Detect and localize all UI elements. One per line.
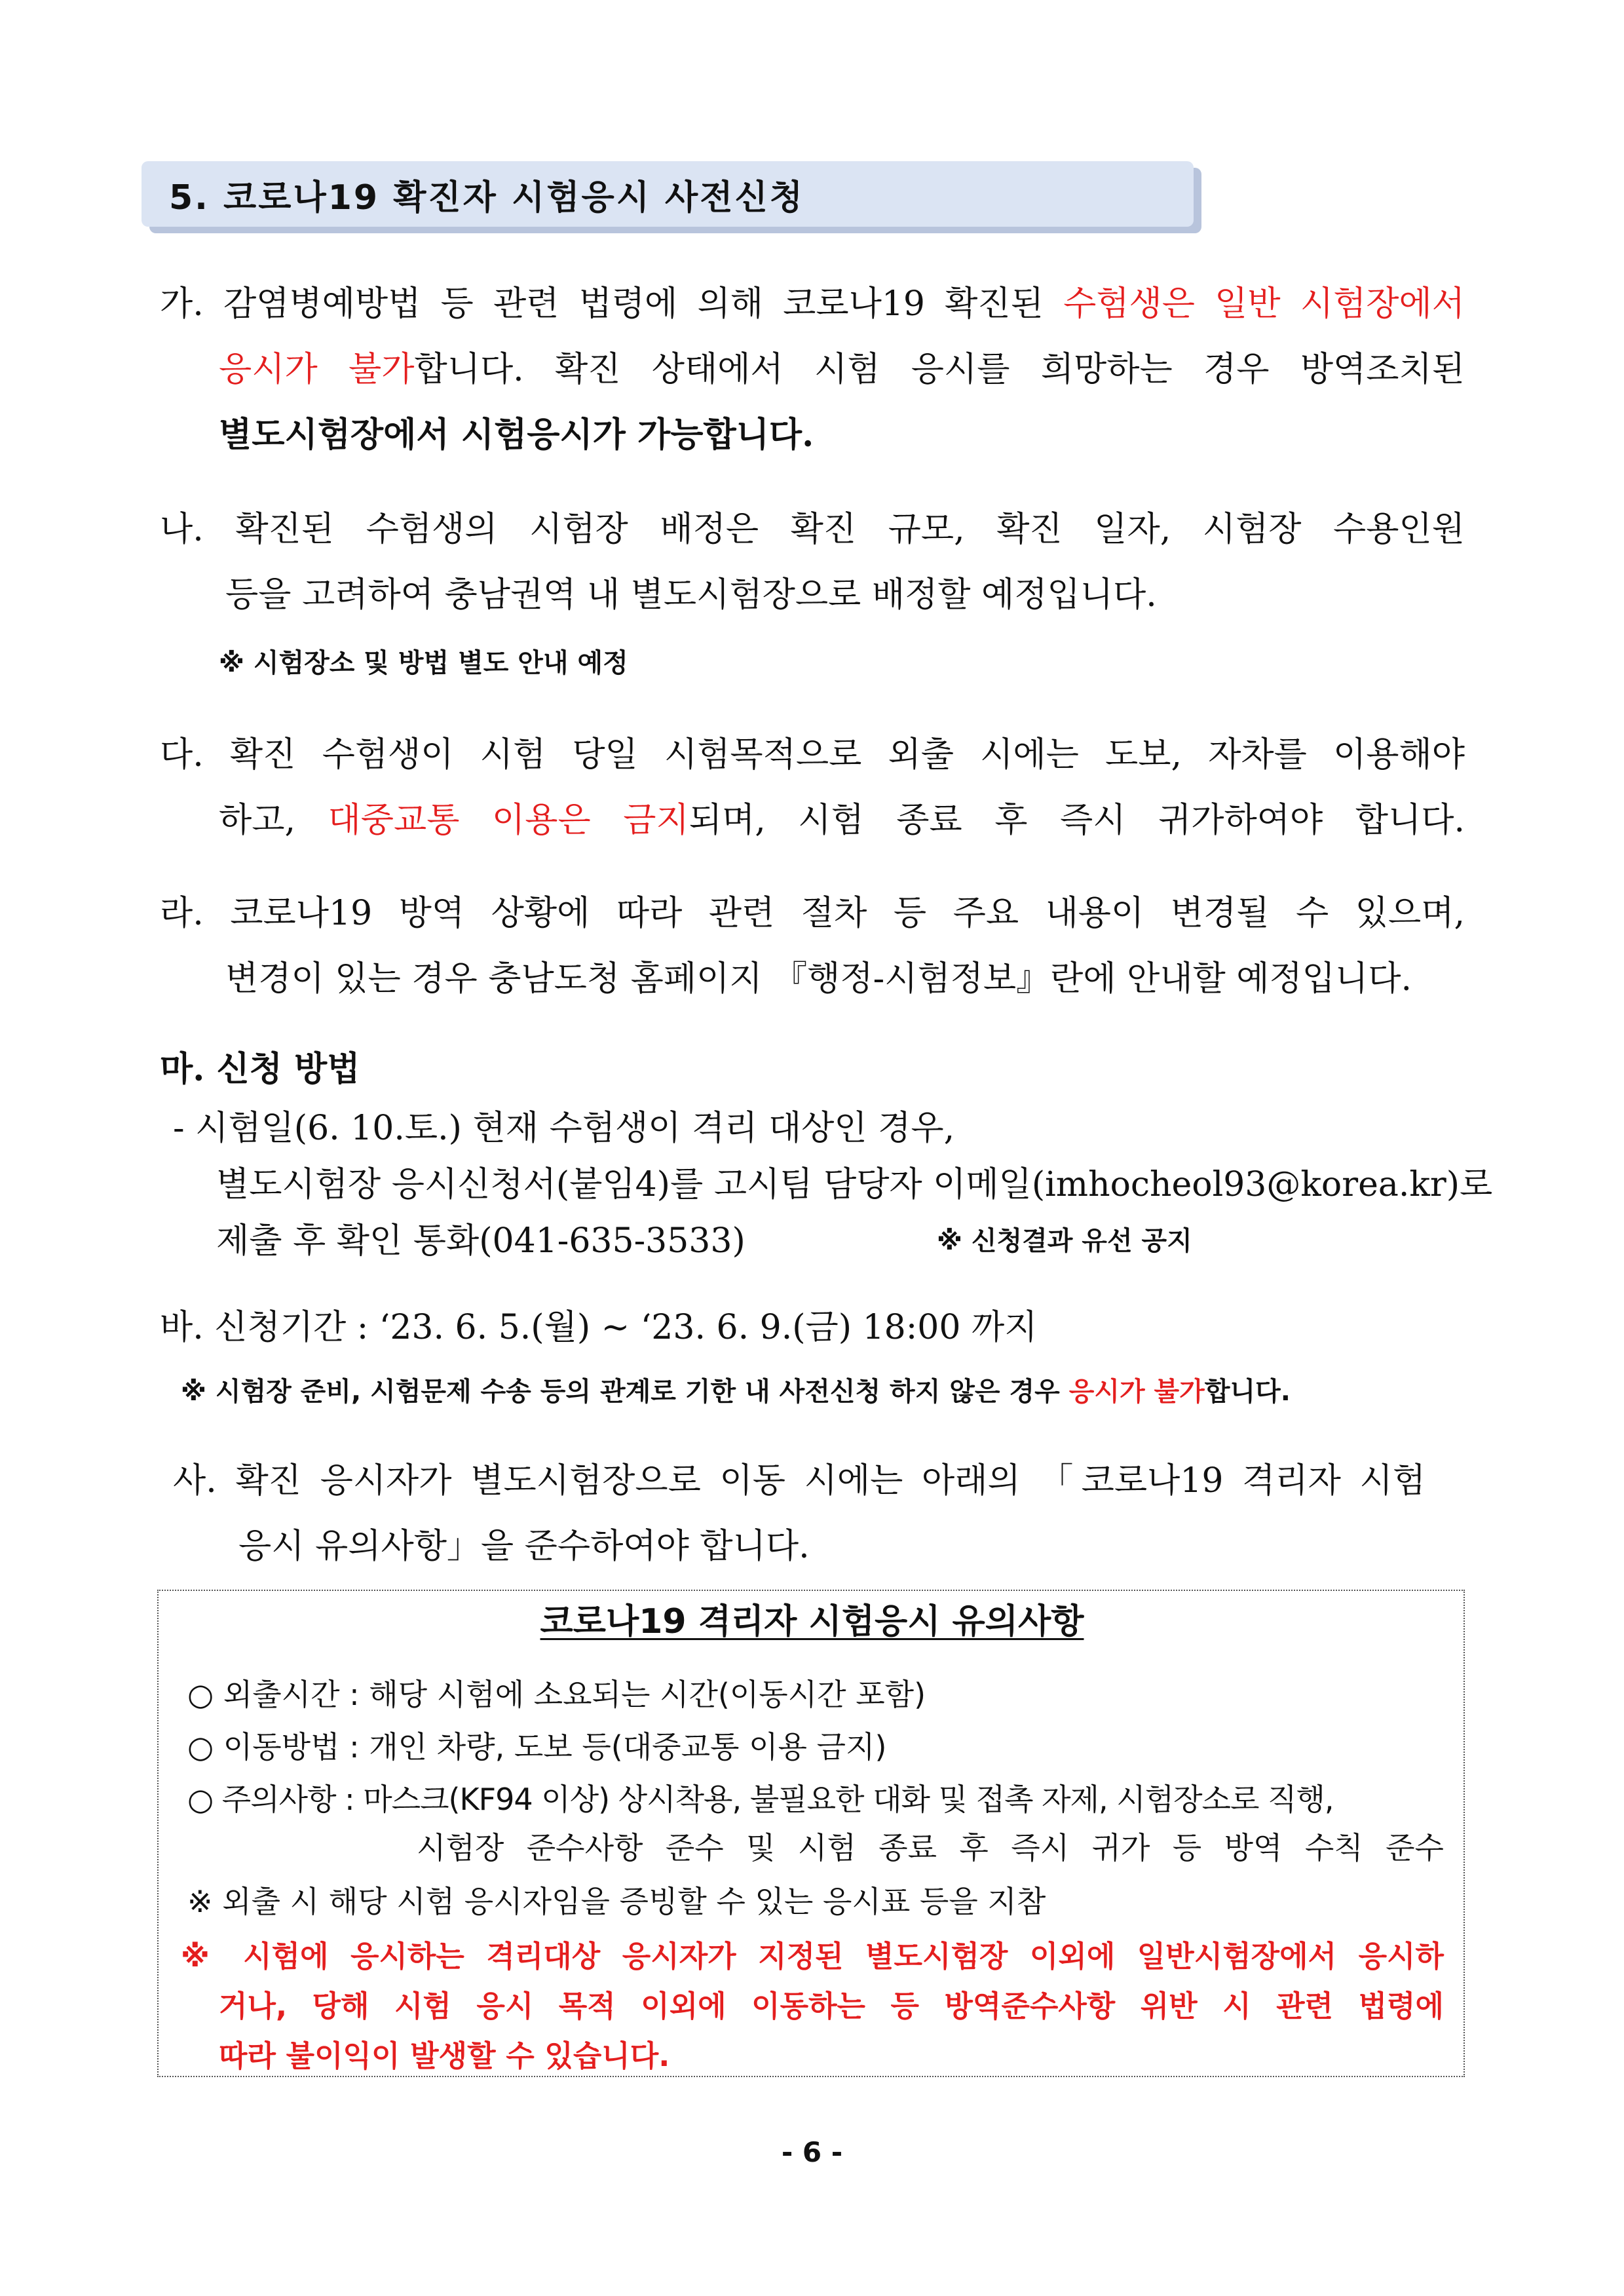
- notice-item-caution-2: 시험장 준수사항 준수 및 시험 종료 후 즉시 귀가 등 방역 수칙 준수: [417, 1830, 1444, 1866]
- section-heading: 5. 코로나19 확진자 시험응시 사전신청: [169, 178, 804, 218]
- item-da-text-2: 되며, 시험 종료 후 즉시 귀가하여야 합니다.: [689, 801, 1465, 840]
- page-number: - 6 -: [781, 2136, 843, 2168]
- item-ga-text: 가. 감염병예방법 등 관련 법령에 의해 코로나19 확진된: [160, 284, 1064, 324]
- item-ra-line2: 변경이 있는 경우 충남도청 홈페이지 『행정-시험정보』란에 안내할 예정입니다.: [225, 959, 1412, 999]
- item-na-line2: 등을 고려하여 충남권역 내 별도시험장으로 배정할 예정입니다.: [225, 575, 1157, 615]
- item-da-line2: [219, 799, 1465, 841]
- notice-item-caution: ○ 주의사항 : 마스크(KF94 이상) 상시착용, 불필요한 대화 및 접촉 자제, 시험장소로 직행,: [187, 1782, 1334, 1817]
- item-ba-note-text-2: 합니다.: [1204, 1377, 1291, 1407]
- item-ga-red-text-2: 응시가 불가: [219, 350, 415, 389]
- item-ma-line3: 제출 후 확인 통화(041-635-3533): [216, 1221, 746, 1261]
- item-da-line1: 다. 확진 수험생이 시험 당일 시험목적으로 외출 시에는 도보, 자차를 이용해야: [160, 735, 1465, 775]
- item-sa-line2: 응시 유의사항」을 준수하여야 합니다.: [238, 1527, 810, 1566]
- item-na-line1: 나. 확진된 수험생의 시험장 배정은 확진 규모, 확진 일자, 시험장 수용인원: [160, 510, 1465, 549]
- notice-warning-line1: ※ 시험에 응시하는 격리대상 응시자가 지정된 별도시험장 이외에 일반시험장에서 응시하: [181, 1939, 1444, 1974]
- notice-title-text: 코로나19 격리자 시험응시 유의사항: [540, 1602, 1084, 1641]
- item-na-note: ※ 시험장소 및 방법 별도 안내 예정: [219, 648, 628, 678]
- item-ga-line2: [219, 349, 1465, 391]
- item-da-red-text: 대중교통 이용은 금지: [328, 801, 689, 840]
- item-ma-line1: - 시험일(6. 10.토.) 현재 수험생이 격리 대상인 경우,: [173, 1109, 955, 1148]
- item-ma-title: 마. 신청 방법: [160, 1049, 360, 1089]
- item-ga-text-2: 합니다. 확진 상태에서 시험 응시를 희망하는 경우 방역조치된: [414, 350, 1465, 389]
- item-ba-line1: 바. 신청기간 : ‘23. 6. 5.(월) ~ ‘23. 6. 9.(금) 18:00 까지: [160, 1308, 1038, 1347]
- item-ma-note: ※ 신청결과 유선 공지: [937, 1226, 1192, 1256]
- notice-warning-line3: 따라 불이익이 발생할 수 있습니다.: [219, 2038, 670, 2073]
- item-ba-note-red: 응시가 불가: [1068, 1377, 1205, 1407]
- section-heading-box: [142, 161, 1194, 227]
- item-ba-note: [181, 1375, 1291, 1409]
- item-da-text: 하고,: [219, 801, 328, 840]
- item-ma-line2: 별도시험장 응시신청서(붙임4)를 고시팀 담당자 이메일(imhocheol93@korea.kr)로: [216, 1165, 1493, 1204]
- item-ga-red-text: 수험생은 일반 시험장에서: [1063, 284, 1465, 324]
- notice-note: ※ 외출 시 해당 시험 응시자임을 증빙할 수 있는 응시표 등을 지참: [187, 1884, 1046, 1919]
- notice-item-transport: ○ 이동방법 : 개인 차량, 도보 등(대중교통 이용 금지): [187, 1729, 887, 1765]
- item-sa-line1: 사. 확진 응시자가 별도시험장으로 이동 시에는 아래의 「코로나19 격리자 시험: [173, 1461, 1426, 1501]
- notice-item-outing-time: ○ 외출시간 : 해당 시험에 소요되는 시간(이동시간 포함): [187, 1677, 926, 1712]
- item-ra-line1: 라. 코로나19 방역 상황에 따라 관련 절차 등 주요 내용이 변경될 수 있으며,: [160, 894, 1465, 933]
- item-ba-note-text: ※ 시험장 준비, 시험문제 수송 등의 관계로 기한 내 사전신청 하지 않은 경우: [181, 1377, 1069, 1407]
- item-ga-line1: [160, 283, 1465, 325]
- notice-warning-line2: 거나, 당해 시험 응시 목적 이외에 이동하는 등 방역준수사항 위반 시 관련 법령에: [219, 1989, 1444, 2023]
- item-ga-line3: 별도시험장에서 시험응시가 가능합니다.: [219, 415, 814, 455]
- notice-title: [0, 1599, 1624, 1645]
